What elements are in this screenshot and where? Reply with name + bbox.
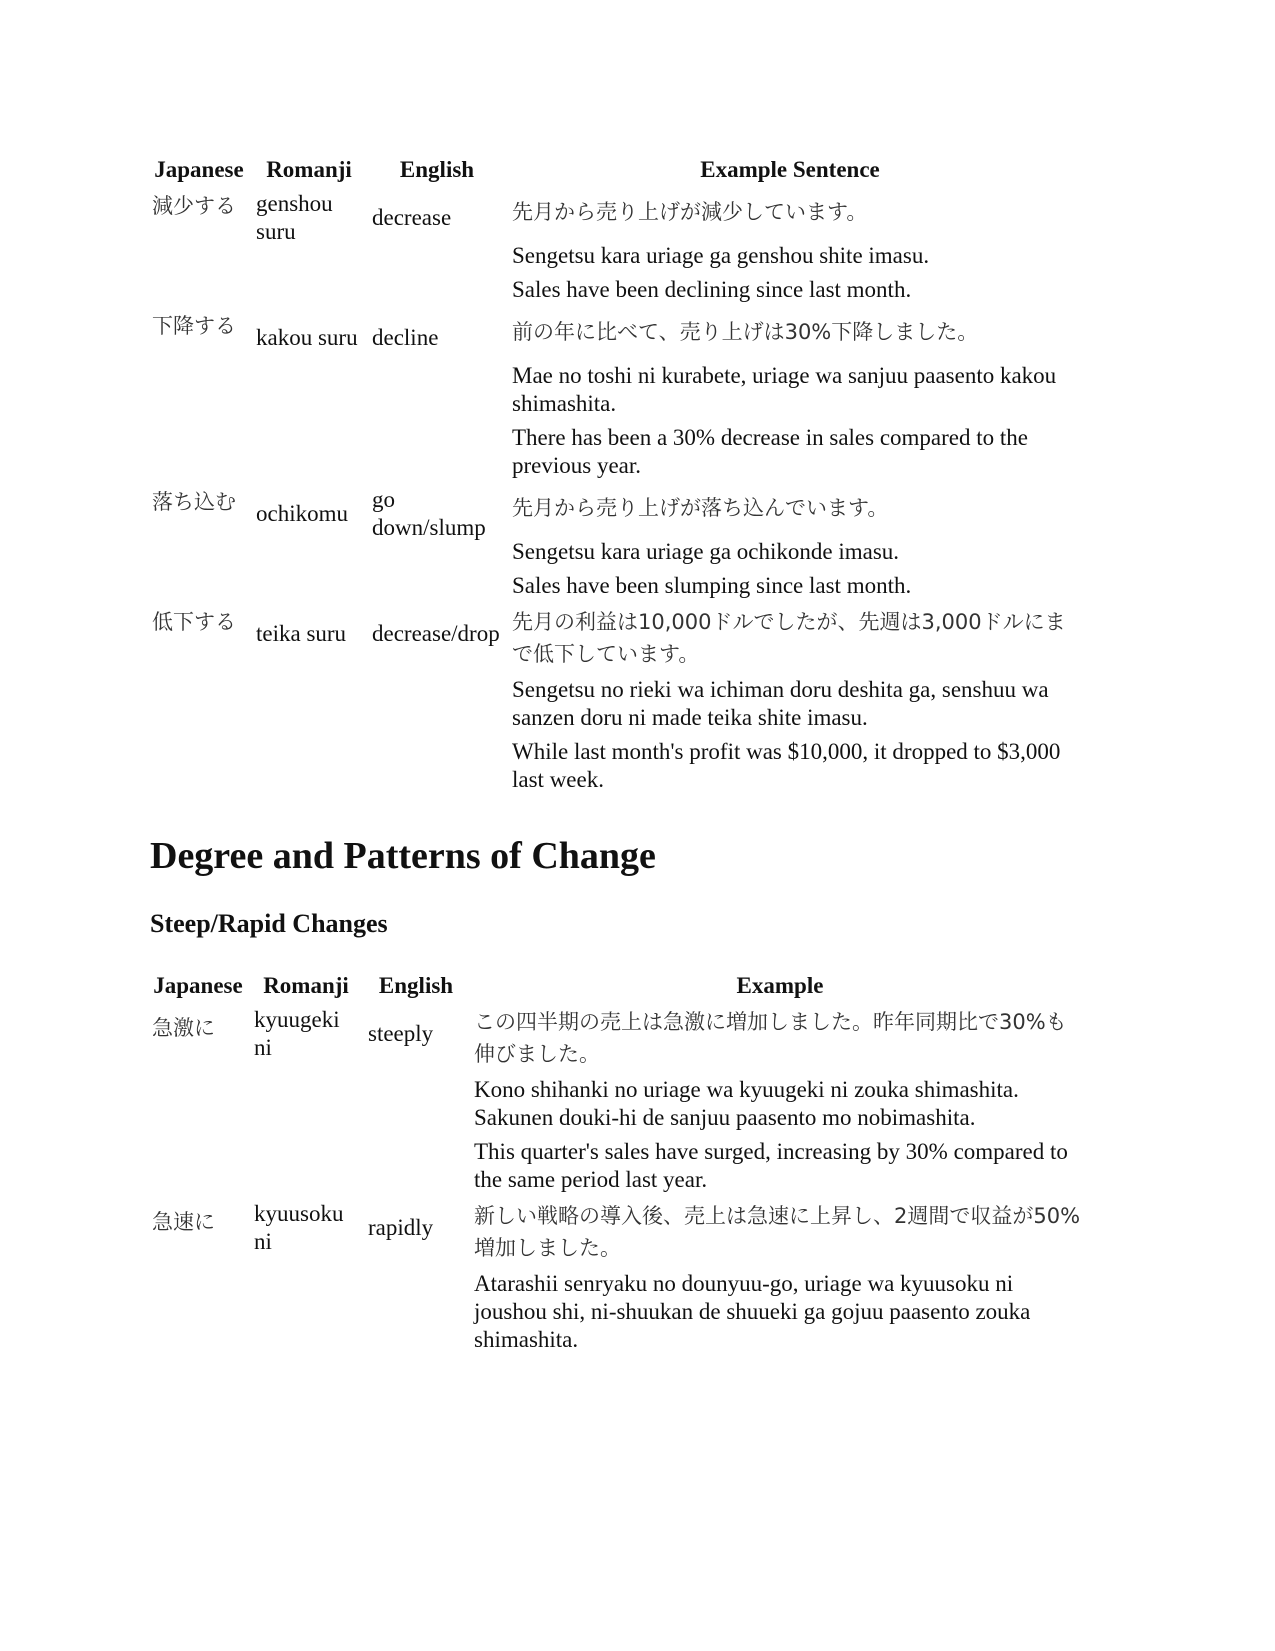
header-example: Example — [736, 973, 824, 998]
cell-english: decrease/drop — [372, 621, 500, 646]
subsection-title: Steep/Rapid Changes — [150, 909, 388, 938]
example-romanji: Mae no toshi ni kurabete, uriage wa sanjuu paasento kakou shimashita. — [512, 363, 1057, 416]
section-title: Degree and Patterns of Change — [150, 835, 656, 877]
example-english: This quarter's sales have surged, increasing by 30% compared to the same period last year. — [474, 1139, 1068, 1192]
cell-english: rapidly — [368, 1215, 434, 1240]
cell-japanese: 急速に — [152, 1210, 215, 1234]
example-romanji: Sengetsu kara uriage ga ochikonde imasu. — [512, 539, 900, 564]
header-english: English — [399, 157, 475, 182]
cell-japanese: 低下する — [152, 610, 236, 634]
example-romanji: Sengetsu kara uriage ga genshou shite imasu. — [512, 243, 930, 268]
vocab-table-decrease — [144, 150, 1076, 800]
cell-romanji: kakou suru — [256, 325, 358, 350]
table-row — [150, 1006, 1088, 1070]
cell-japanese: 減少する — [152, 194, 236, 218]
example-japanese: 前の年に比べて、売り上げは30%下降しました。 — [512, 320, 979, 344]
cell-english: decline — [372, 325, 439, 350]
cell-english: steeply — [368, 1021, 434, 1046]
header-english: English — [378, 973, 454, 998]
example-romanji: Sengetsu no rieki wa ichiman doru deshita ga, senshuu wa sanzen doru ni made teika shite imasu. — [512, 677, 1049, 730]
vocab-table-rapid-changes — [144, 966, 1094, 1360]
header-romanji: Romanji — [266, 157, 352, 182]
example-japanese: 先月の利益は10,000ドルでしたが、先週は3,000ドルにまで低下しています。 — [512, 610, 1066, 666]
table-row — [150, 606, 1070, 670]
cell-romanji: teika suru — [256, 621, 347, 646]
example-english: While last month's profit was $10,000, it dropped to $3,000 last week. — [512, 739, 1061, 792]
cell-romanji: kyuusoku ni — [254, 1201, 344, 1254]
example-english: There has been a 30% decrease in sales compared to the previous year. — [512, 425, 1028, 478]
header-example-sentence: Example Sentence — [700, 157, 880, 182]
cell-japanese: 急激に — [152, 1016, 215, 1040]
cell-english: go down/slump — [372, 487, 486, 540]
table-row — [150, 310, 1070, 356]
header-japanese: Japanese — [154, 157, 244, 182]
table-row — [150, 1200, 1088, 1264]
cell-japanese: 落ち込む — [152, 490, 236, 514]
cell-english: decrease — [372, 205, 452, 230]
table-header-row — [150, 972, 1088, 1000]
cell-romanji: ochikomu — [256, 501, 348, 526]
example-romanji: Atarashii senryaku no dounyuu-go, uriage wa kyuusoku ni joushou shi, ni-shuukan de shuueki ga gojuu paasento zouka shimashita. — [474, 1271, 1031, 1352]
example-english: Sales have been slumping since last month. — [512, 573, 912, 598]
header-japanese: Japanese — [153, 973, 243, 998]
example-japanese: 新しい戦略の導入後、売上は急速に上昇し、2週間で収益が50%増加しました。 — [474, 1204, 1081, 1260]
example-english: Sales have been declining since last month. — [512, 277, 912, 302]
table-header-row — [150, 156, 1070, 184]
example-japanese: この四半期の売上は急激に増加しました。昨年同期比で30%も伸びました。 — [474, 1010, 1067, 1066]
cell-japanese: 下降する — [152, 314, 236, 338]
document-page — [150, 150, 1130, 1360]
example-romanji: Kono shihanki no uriage wa kyuugeki ni zouka shimashita. Sakunen douki-hi de sanjuu paasento mo nobimashita. — [474, 1077, 1019, 1130]
cell-romanji: kyuugeki ni — [254, 1007, 340, 1060]
example-japanese: 先月から売り上げが減少しています。 — [512, 200, 868, 224]
header-romanji: Romanji — [263, 973, 349, 998]
example-japanese: 先月から売り上げが落ち込んでいます。 — [512, 496, 889, 520]
table-row — [150, 190, 1070, 236]
cell-romanji: genshou suru — [256, 191, 333, 244]
table-row — [150, 486, 1070, 532]
